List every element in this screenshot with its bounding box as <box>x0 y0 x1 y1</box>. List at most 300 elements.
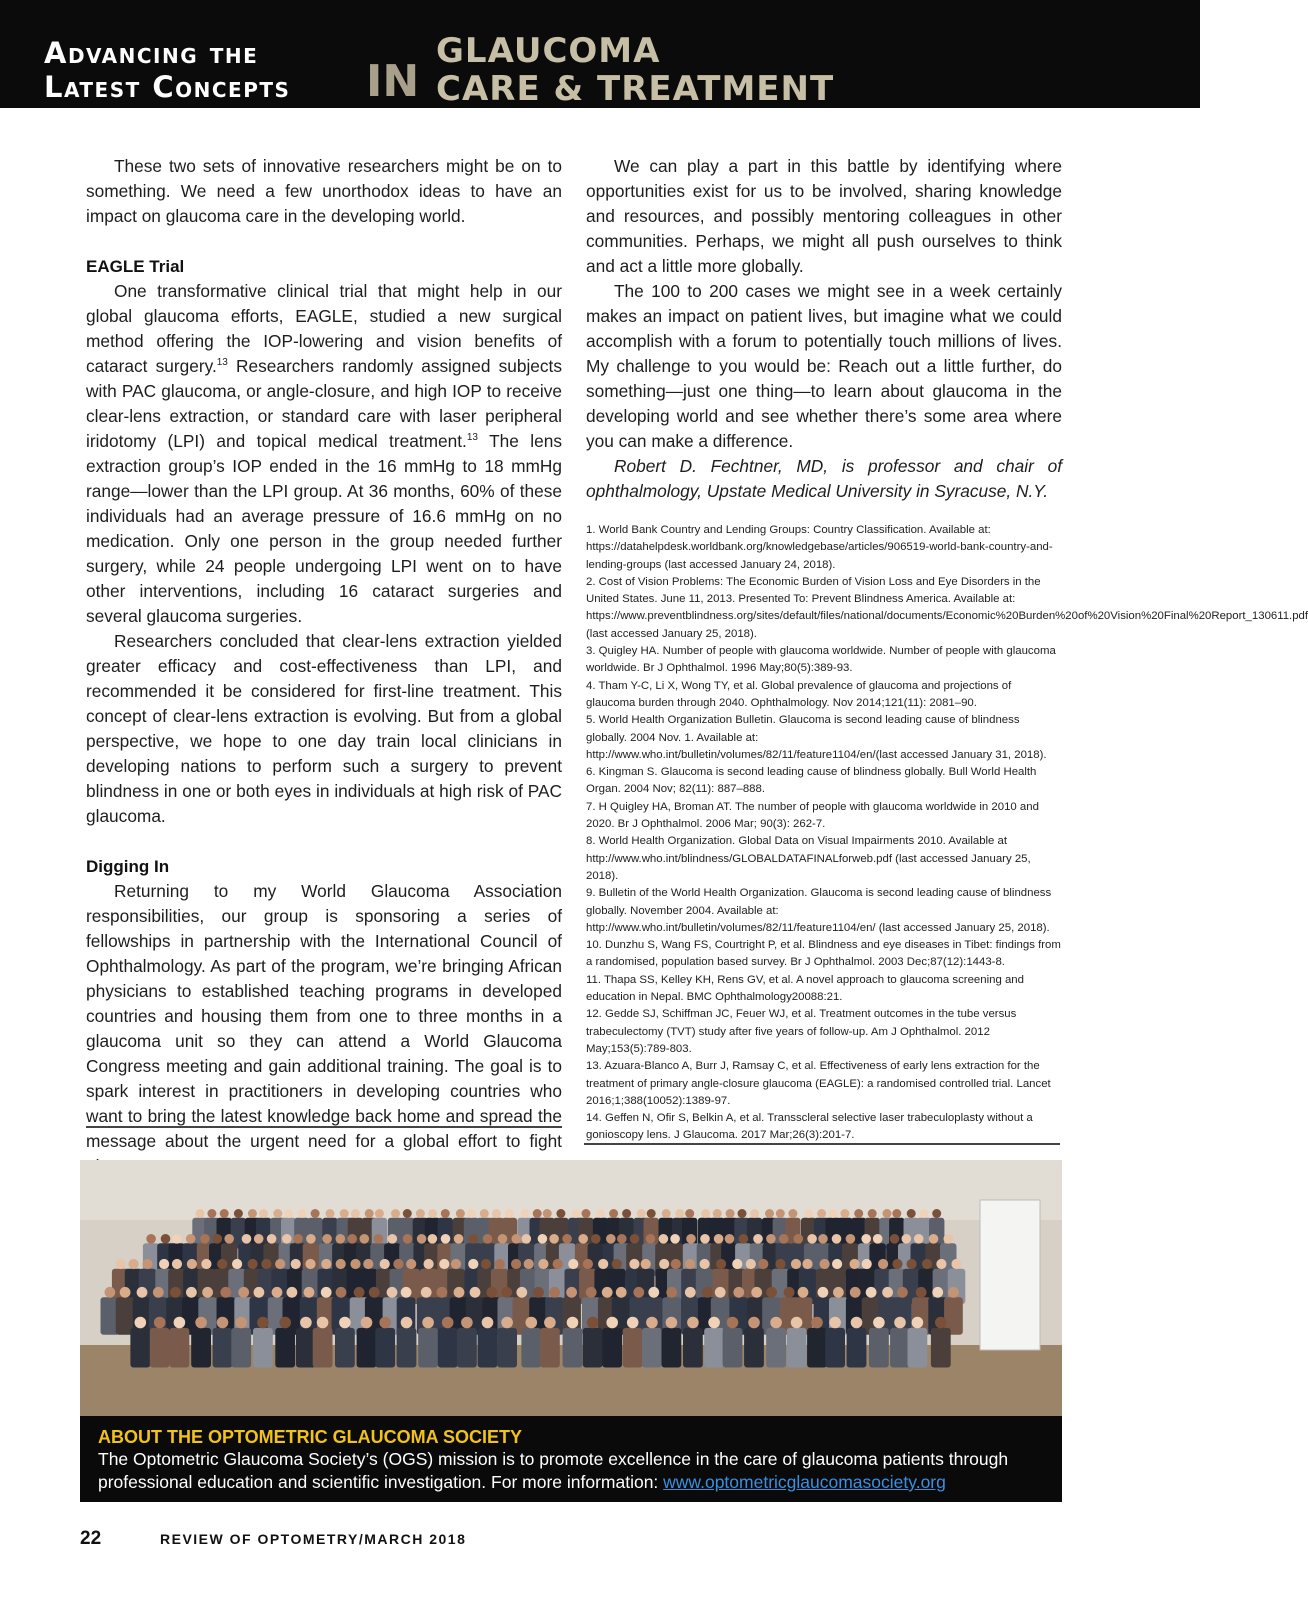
crowd-head <box>238 1287 249 1298</box>
crowd-head <box>818 1234 828 1244</box>
crowd-body <box>890 1328 910 1368</box>
crowd-body <box>583 1328 603 1368</box>
crowd-head <box>713 1209 722 1218</box>
crowd-head <box>217 1317 229 1329</box>
crowd-head <box>456 1209 465 1218</box>
crowd-head <box>248 1209 257 1218</box>
crowd-head <box>170 1287 181 1298</box>
crowd-head <box>807 1234 817 1244</box>
crowd-head <box>662 1209 671 1218</box>
crowd-head <box>685 1259 695 1269</box>
crowd-head <box>379 1317 391 1329</box>
crowd-head <box>591 1234 601 1244</box>
crowd-head <box>648 1287 659 1298</box>
crowd-head <box>388 1234 398 1244</box>
crowd-head <box>606 1317 618 1329</box>
crowd-head <box>820 1259 830 1269</box>
crowd-head <box>304 1287 315 1298</box>
crowd-head <box>715 1287 726 1298</box>
reference-item: 3. Quigley HA. Number of people with glaucoma worldwide. Number of people with glaucoma worldwide. Br J Ophthalmol. 1996 May;80(5):389-93. <box>586 645 1056 675</box>
crowd-head <box>498 1234 508 1244</box>
about-ogs-box <box>80 1416 1062 1502</box>
eagle-paragraph-1 <box>86 279 562 629</box>
crowd-head <box>846 1234 856 1244</box>
crowd-head <box>201 1259 211 1269</box>
reference-item: 10. Dunzhu S, Wang FS, Courtright P, et al. Blindness and eye diseases in Tibet: findings from a randomised, population based survey. Br J Ophthalmol. 2003 Dec;87(12):1443-8. <box>586 939 1061 969</box>
header-in-word: IN <box>366 56 420 107</box>
eagle-trial-heading: EAGLE Trial <box>86 257 185 276</box>
crowd-head <box>568 1259 578 1269</box>
crowd-head <box>242 1234 252 1244</box>
crowd-head <box>811 1317 823 1329</box>
crowd-head <box>442 1317 454 1329</box>
crowd-head <box>196 1209 205 1218</box>
crowd-head <box>524 1259 534 1269</box>
crowd-head <box>470 1287 481 1298</box>
crowd-head <box>714 1234 724 1244</box>
header-left-line2: Latest Concepts <box>44 70 291 104</box>
publication-footer: REVIEW OF OPTOMETRY/MARCH 2018 <box>160 1531 467 1547</box>
crowd-head <box>351 1209 360 1218</box>
crowd-head <box>424 1259 434 1269</box>
crowd-head <box>765 1209 774 1218</box>
crowd-head <box>326 1209 335 1218</box>
crowd-body <box>787 1328 807 1368</box>
crowd-head <box>866 1287 877 1298</box>
crowd-head <box>428 1234 438 1244</box>
crowd-head <box>441 1234 451 1244</box>
crowd-head <box>829 1209 838 1218</box>
crowd-body <box>357 1328 377 1368</box>
crowd-head <box>890 1234 900 1244</box>
crowd-head <box>538 1259 548 1269</box>
crowd-head <box>417 1234 427 1244</box>
crowd-head <box>641 1259 651 1269</box>
crowd-head <box>501 1317 513 1329</box>
crowd-body <box>869 1328 889 1368</box>
crowd-head <box>627 1317 639 1329</box>
crowd-head <box>129 1259 139 1269</box>
crowd-head <box>907 1209 916 1218</box>
crowd-head <box>562 1234 572 1244</box>
crowd-body <box>623 1328 643 1368</box>
crowd-body <box>807 1328 827 1368</box>
crowd-head <box>361 1317 373 1329</box>
crowd-head <box>817 1209 826 1218</box>
crowd-head <box>609 1209 618 1218</box>
crowd-head <box>311 1209 320 1218</box>
crowd-head <box>751 1287 762 1298</box>
crowd-head <box>791 1259 801 1269</box>
crowd-body <box>231 1328 251 1368</box>
crowd-head <box>172 1234 182 1244</box>
reference-item: 4. Tham Y-C, Li X, Wong TY, et al. Global prevalence of glaucoma and projections of glaucoma burden through 2040. Ophthalmology. Nov 2014;121(11): 2081–90. <box>586 679 1012 709</box>
crowd-head <box>758 1259 768 1269</box>
crowd-head <box>254 1287 265 1298</box>
crowd-head <box>120 1287 131 1298</box>
crowd-head <box>533 1287 544 1298</box>
reference-item: 7. H Quigley HA, Broman AT. The number of people with glaucoma worldwide in 2010 and 2020. Br J Ophthalmol. 2006 Mar; 90(3): 262-7. <box>586 800 1039 831</box>
crowd-head <box>750 1209 759 1218</box>
crowd-body <box>397 1328 417 1368</box>
crowd-head <box>775 1259 785 1269</box>
crowd-head <box>840 1209 849 1218</box>
about-ogs-description: The Optometric Glaucoma Society’s (OGS) mission is to promote excellence in the care of glaucoma patients through professional education and scientific investigation. For more information: <box>98 1449 1009 1492</box>
crowd-head <box>779 1234 789 1244</box>
crowd-head <box>439 1259 449 1269</box>
crowd-head <box>454 1287 465 1298</box>
crowd-head <box>850 1287 861 1298</box>
crowd-head <box>287 1287 298 1298</box>
crowd-head <box>646 1317 658 1329</box>
crowd-body <box>540 1328 560 1368</box>
crowd-head <box>161 1234 171 1244</box>
crowd-body <box>766 1328 786 1368</box>
crowd-head <box>739 1234 749 1244</box>
crowd-head <box>495 1259 505 1269</box>
crowd-head <box>566 1287 577 1298</box>
right-column <box>586 154 1308 1145</box>
crowd-head <box>428 1209 437 1218</box>
crowd-body <box>825 1328 845 1368</box>
crowd-head <box>892 1259 902 1269</box>
crowd-head <box>483 1234 493 1244</box>
crowd-head <box>505 1209 514 1218</box>
crowd-head <box>297 1209 306 1218</box>
crowd-head <box>637 1209 646 1218</box>
crowd-head <box>862 1259 872 1269</box>
crowd-head <box>282 1234 292 1244</box>
crowd-head <box>421 1287 432 1298</box>
eagle-text-a: One transformative clinical trial that might help in our global glaucoma efforts, EAGLE, studied a new surgical method offering the IOP-lowering and vision benefits of cataract surgery. <box>86 281 562 376</box>
crowd-head <box>516 1287 527 1298</box>
crowd-head <box>671 1259 681 1269</box>
crowd-head <box>317 1317 329 1329</box>
header-right-title <box>436 32 834 108</box>
crowd-head <box>259 1209 268 1218</box>
crowd-head <box>701 1209 710 1218</box>
crowd-head <box>232 1259 242 1269</box>
crowd-head <box>454 1234 464 1244</box>
reference-item: 14. Geffen N, Ofir S, Belkin A, et al. Transscleral selective laser trabeculoplasty without a gonioscopy lens. J Glaucoma. 2017 Mar;26(3):201-7. <box>586 1112 1033 1142</box>
crowd-head <box>481 1259 491 1269</box>
crowd-head <box>105 1287 116 1298</box>
crowd-head <box>948 1287 959 1298</box>
crowd-head <box>202 1287 213 1298</box>
crowd-head <box>174 1317 186 1329</box>
crowd-head <box>556 1209 565 1218</box>
crowd-head <box>770 1317 782 1329</box>
header-left-title <box>44 36 290 104</box>
crowd-head <box>629 1259 639 1269</box>
crowd-head <box>339 1317 351 1329</box>
crowd-body <box>563 1328 583 1368</box>
crowd-head <box>617 1234 627 1244</box>
crowd-head <box>832 1234 842 1244</box>
crowd-head <box>422 1317 434 1329</box>
crowd-head <box>154 1317 166 1329</box>
crowd-head <box>354 1287 365 1298</box>
crowd-head <box>387 1287 398 1298</box>
crowd-body <box>931 1328 951 1368</box>
crowd-head <box>340 1209 349 1218</box>
crowd-head <box>195 1317 207 1329</box>
crowd-head <box>583 1259 593 1269</box>
group-photo-crowd <box>80 1160 1062 1416</box>
crowd-head <box>748 1317 760 1329</box>
reference-item: 6. Kingman S. Glaucoma is second leading cause of blindness globally. Bull World Health Organ. 2004 Nov; 82(11): 887–888. <box>586 766 1037 796</box>
crowd-head <box>480 1209 489 1218</box>
crowd-body <box>313 1328 333 1368</box>
crowd-head <box>406 1259 416 1269</box>
crowd-body <box>457 1328 477 1368</box>
crowd-head <box>727 1317 739 1329</box>
crowd-body <box>438 1328 458 1368</box>
crowd-body <box>335 1328 355 1368</box>
crowd-head <box>935 1317 947 1329</box>
crowd-head <box>363 1259 373 1269</box>
crowd-head <box>868 1209 877 1218</box>
crowd-head <box>213 1234 223 1244</box>
page-number: 22 <box>80 1528 102 1549</box>
crowd-head <box>549 1234 559 1244</box>
crowd-body <box>662 1328 682 1368</box>
crowd-head <box>172 1259 182 1269</box>
crowd-head <box>726 1209 735 1218</box>
crowd-head <box>832 1259 842 1269</box>
crowd-head <box>725 1234 735 1244</box>
crowd-head <box>267 1234 277 1244</box>
crowd-head <box>437 1287 448 1298</box>
reference-item: 13. Azuara-Blanco A, Burr J, Ramsay C, et al. Effectiveness of early lens extraction for the treatment of primary angle-closure glaucoma (EAGLE): a randomised controlled trial. Lancet 2016;1;388(10052):1389-97. <box>586 1060 1051 1107</box>
crowd-body <box>418 1328 438 1368</box>
crowd-head <box>687 1317 699 1329</box>
crowd-head <box>670 1234 680 1244</box>
crowd-head <box>685 1287 696 1298</box>
crowd-head <box>829 1317 841 1329</box>
crowd-head <box>369 1287 380 1298</box>
crowd-head <box>306 1234 316 1244</box>
crowd-head <box>200 1234 210 1244</box>
crowd-head <box>137 1287 148 1298</box>
crowd-head <box>234 1209 243 1218</box>
group-photo <box>80 1160 1062 1416</box>
crowd-head <box>646 1234 656 1244</box>
crowd-head <box>501 1287 512 1298</box>
intro-paragraph: These two sets of innovative researchers might be on to something. We need a few unorthodox ideas to have an impact on glaucoma care in the developing world. <box>86 156 562 226</box>
crowd-head <box>571 1209 580 1218</box>
reference-item: 1. World Bank Country and Lending Groups: Country Classification. Available at: https://datahelpdesk.worldbank.org/knowledgebase/articles/906519-world-bank-country-and-lending-groups (last accessed January 24, 2018). <box>586 524 1053 571</box>
crowd-head <box>794 1234 804 1244</box>
crowd-head <box>187 1259 197 1269</box>
crowd-head <box>675 1209 684 1218</box>
crowd-head <box>766 1287 777 1298</box>
crowd-head <box>666 1287 677 1298</box>
crowd-head <box>401 1317 413 1329</box>
crowd-head <box>186 1287 197 1298</box>
crowd-head <box>321 1287 332 1298</box>
crowd-head <box>916 1287 927 1298</box>
crowd-head <box>142 1259 152 1269</box>
crowd-head <box>685 1209 694 1218</box>
crowd-head <box>217 1259 227 1269</box>
crowd-head <box>897 1287 908 1298</box>
crowd-head <box>416 1209 425 1218</box>
crowd-body <box>478 1328 498 1368</box>
crowd-head <box>612 1259 622 1269</box>
crowd-body <box>723 1328 743 1368</box>
digging-in-paragraph: Returning to my World Glaucoma Association responsibilities, our group is sponsoring a series of fellowships in partnership with the International Council of Ophthalmology. As part of the program, we’re bringing African physicians to established teaching programs in developed countries and housing them from one to three months in a glaucoma unit so they can attend a World Glaucoma Congress meeting and gain additional training. The goal is to spark interest in practitioners in developing countries who want to bring the latest knowledge back home and spread the message about the urgent need for a global effort to fight <box>86 881 562 1151</box>
left-column-rule <box>86 1126 562 1128</box>
crowd-head <box>732 1259 742 1269</box>
crowd-head <box>932 1287 943 1298</box>
crowd-head <box>146 1234 156 1244</box>
crowd-head <box>914 1234 924 1244</box>
crowd-head <box>116 1259 126 1269</box>
crowd-head <box>784 1287 795 1298</box>
crowd-head <box>878 1259 888 1269</box>
crowd-head <box>336 1259 346 1269</box>
crowd-head <box>882 1287 893 1298</box>
crowd-head <box>587 1317 599 1329</box>
crowd-head <box>224 1234 234 1244</box>
crowd-head <box>279 1317 291 1329</box>
crowd-head <box>944 1234 954 1244</box>
crowd-head <box>549 1287 560 1298</box>
crowd-head <box>521 1209 530 1218</box>
crowd-body <box>497 1328 517 1368</box>
crowd-head <box>522 1234 532 1244</box>
crowd-head <box>738 1209 747 1218</box>
crowd-head <box>798 1287 809 1298</box>
crowd-head <box>272 1287 283 1298</box>
crowd-head <box>920 1209 929 1218</box>
crowd-head <box>235 1317 247 1329</box>
crowd-head <box>586 1287 597 1298</box>
crowd-head <box>907 1259 917 1269</box>
crowd-head <box>374 1234 384 1244</box>
crowd-head <box>275 1259 285 1269</box>
crowd-head <box>818 1287 829 1298</box>
crowd-head <box>469 1234 479 1244</box>
crowd-head <box>951 1259 961 1269</box>
crowd-body <box>253 1328 273 1368</box>
crowd-head <box>403 1234 413 1244</box>
crowd-body <box>275 1328 295 1368</box>
crowd-head <box>401 1287 412 1298</box>
crowd-head <box>461 1317 473 1329</box>
crowd-head <box>700 1234 710 1244</box>
crowd-head <box>393 1259 403 1269</box>
crowd-head <box>375 1209 384 1218</box>
crowd-head <box>293 1234 303 1244</box>
crowd-head <box>186 1234 196 1244</box>
crowd-head <box>686 1234 696 1244</box>
crowd-head <box>336 1287 347 1298</box>
crowd-body <box>191 1328 211 1368</box>
crowd-head <box>659 1234 669 1244</box>
right-paragraph-2: The 100 to 200 cases we might see in a week certainly makes an impact on patient lives, but imagine what we could accomplish with a forum to potentially touch millions of lives. My challenge to you would be: Reach out a little further, do something—just one thing—to learn about glaucoma in the developing world and see whether there’s some area where you can make a difference. <box>586 281 1062 451</box>
crowd-head <box>606 1234 616 1244</box>
crowd-head <box>776 1209 785 1218</box>
crowd-head <box>598 1259 608 1269</box>
header-left-line1: Advancing the <box>44 36 259 70</box>
crowd-head <box>753 1234 763 1244</box>
crowd-head <box>873 1234 883 1244</box>
crowd-body <box>908 1328 928 1368</box>
reference-item: 9. Bulletin of the World Health Organization. Glaucoma is second leading cause of blindness globally. November 2004. Available at: http://www.who.int/bulletin/volumes/82/11/feature1104/en/ (last accessed January 25, 2018). <box>586 887 1052 934</box>
crowd-head <box>153 1287 164 1298</box>
ogs-website-link[interactable]: www.optometricglaucomasociety.org <box>663 1472 946 1492</box>
crowd-head <box>380 1259 390 1269</box>
crowd-head <box>902 1234 912 1244</box>
crowd-head <box>833 1287 844 1298</box>
crowd-head <box>441 1209 450 1218</box>
crowd-head <box>300 1317 312 1329</box>
crowd-body <box>847 1328 867 1368</box>
crowd-head <box>666 1317 678 1329</box>
reference-item: 5. World Health Organization Bulletin. Glaucoma is second leading cause of blindness globally. 2004 Nov. 1. Available at: http://www.who.int/bulletin/volumes/82/11/feature1104/en/(last accessed January 31, 2018). <box>586 714 1047 761</box>
crowd-head <box>659 1259 669 1269</box>
crowd-head <box>511 1259 521 1269</box>
left-column <box>86 154 562 1179</box>
crowd-head <box>336 1234 346 1244</box>
crowd-head <box>802 1259 812 1269</box>
crowd-head <box>892 1209 901 1218</box>
crowd-head <box>932 1209 941 1218</box>
crowd-body <box>150 1328 170 1368</box>
crowd-head <box>451 1259 461 1269</box>
right-paragraph-1: We can play a part in this battle by identifying where opportunities exist for us to be involved, sharing knowledge and resources, and possibly mentoring colleagues in other communities. Perhaps, we might all push ourselves to think and act a little more globally. <box>586 156 1062 276</box>
crowd-head <box>733 1287 744 1298</box>
crowd-head <box>291 1259 301 1269</box>
eagle-text-c: The lens extraction group’s IOP ended in the 16 mmHg to 18 mmHg range—lower than the LPI group. At 36 months, 60% of these individuals had an average pressure of 16.6 mmHg on no medication. Only one person in the group needed further surgery, while 24 people undergoing LPI went on to have other interventions, including 16 cataract surgeries and several glaucoma surgeries. <box>86 431 562 626</box>
crowd-head <box>894 1317 906 1329</box>
crowd-body <box>375 1328 395 1368</box>
crowd-head <box>544 1317 556 1329</box>
crowd-head <box>403 1209 412 1218</box>
crowd-head <box>526 1317 538 1329</box>
digging-in-heading: Digging In <box>86 857 170 876</box>
crowd-head <box>851 1317 863 1329</box>
crowd-head <box>261 1259 271 1269</box>
crowd-head <box>273 1209 282 1218</box>
crowd-head <box>220 1287 231 1298</box>
eagle-text-b: Researchers randomly assigned subjects with PAC glaucoma, or angle-closure, and high IOP to receive clear-lens extraction, or standard care with laser peripheral iridotomy (LPI) and topical medical treatment. <box>86 356 562 451</box>
crowd-head <box>305 1259 315 1269</box>
crowd-head <box>538 1234 548 1244</box>
crowd-head <box>391 1209 400 1218</box>
crowd-head <box>482 1317 494 1329</box>
crowd-head <box>254 1234 264 1244</box>
page-header <box>0 0 1200 108</box>
crowd-head <box>861 1234 871 1244</box>
crowd-head <box>248 1259 258 1269</box>
crowd-body <box>130 1328 150 1368</box>
crowd-head <box>492 1209 501 1218</box>
crowd-head <box>912 1317 924 1329</box>
crowd-head <box>257 1317 269 1329</box>
crowd-head <box>486 1287 497 1298</box>
crowd-head <box>791 1317 803 1329</box>
crowd-head <box>929 1234 939 1244</box>
crowd-head <box>468 1259 478 1269</box>
about-ogs-text <box>98 1448 1044 1494</box>
crowd-head <box>746 1259 756 1269</box>
crowd-head <box>708 1317 720 1329</box>
crowd-head <box>360 1234 370 1244</box>
crowd-head <box>633 1287 644 1298</box>
